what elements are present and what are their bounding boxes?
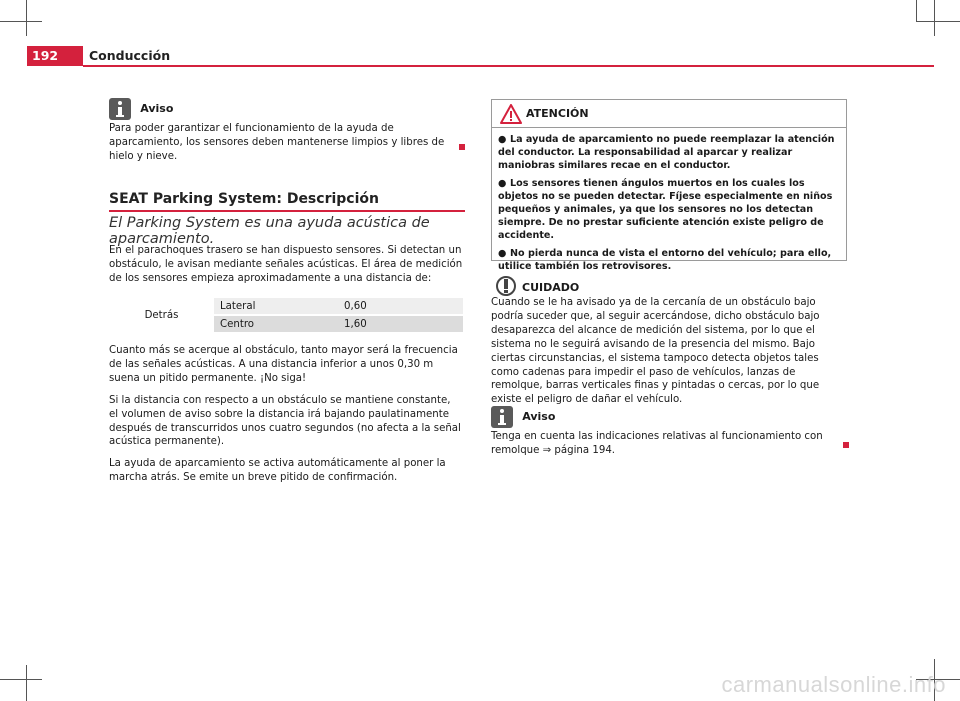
crop-mark (916, 21, 960, 22)
table-group-label: Detrás (144, 309, 179, 321)
caution-icon (496, 276, 516, 296)
end-mark (459, 144, 465, 150)
table-cell-value: 0,60 (338, 298, 463, 315)
section-title: SEAT Parking System: Descripción (109, 191, 379, 207)
crop-mark (0, 21, 42, 22)
left-column (109, 98, 465, 164)
warning-box (491, 99, 847, 272)
note-title: Aviso (140, 102, 174, 115)
crop-mark (0, 679, 42, 680)
note-aviso-1 (109, 98, 465, 120)
warning-header (492, 100, 846, 128)
info-icon (109, 98, 131, 120)
caution-text: Cuando se le ha avisado ya de la cercanía de un obstáculo bajo podría suceder que, al seguir acercándose, dicho obstáculo bajo desaparezca del alcance de medición del sistema, por lo que el sistema no le seguirá avisando de la presencia del mismo. Bajo ciertas circunstancias, el sistema tampoco detecta objetos tales como cadenas para impedir el paso de vehículos, lanzas de remolque, barras verticales finas y pintadas o cercas, por lo que existe el peligro de dañar el vehículo. (491, 297, 820, 406)
warning-title: ATENCIÓN (526, 107, 589, 120)
warning-item (498, 133, 842, 173)
warning-body (498, 133, 842, 277)
note-title: Aviso (522, 410, 556, 423)
info-icon (491, 406, 513, 428)
table-cell-name: Lateral (214, 298, 338, 315)
page-number: 192 (32, 48, 59, 63)
intro-text: En el parachoques trasero se han dispuesto sensores. Si detectan un obstáculo, le avisan mediante señales acústicas. El área de medición de los sensores empieza aproximadamente a una distancia de: (109, 245, 463, 284)
note-header (491, 406, 847, 428)
section-header: Conducción (89, 48, 171, 63)
note-text: Tenga en cuenta las indicaciones relativas al funcionamiento con remolque ⇒ página 194. (491, 431, 823, 456)
body-paragraphs (109, 344, 461, 485)
table-row (109, 298, 463, 315)
warning-triangle-icon (500, 104, 522, 124)
end-mark (843, 442, 849, 448)
crop-mark (26, 665, 27, 701)
intro-paragraph (109, 244, 465, 286)
warning-item-text: La ayuda de aparcamiento no puede reemplazar la atención del conductor. La responsabilidad al aparcar y realizar maniobras similares recae en el conductor. (498, 134, 835, 172)
section-title-rule (109, 210, 465, 212)
warning-item (498, 177, 842, 243)
caution-title: CUIDADO (522, 281, 580, 294)
note-aviso-2 (491, 406, 847, 458)
bullet-icon: ● (498, 247, 507, 259)
caution-body (491, 296, 843, 407)
bullet-icon: ● (498, 177, 507, 189)
paragraph: Cuanto más se acerque al obstáculo, tanto mayor será la frecuencia de las señales acústicas. A una distancia inferior a unos 0,30 m suena un pitido permanente. ¡No siga! (109, 345, 458, 384)
table-cell-value: 1,60 (338, 315, 463, 332)
warning-item-text: Los sensores tienen ángulos muertos en los cuales los objetos no se pueden detectar. Fíjese especialmente en niños pequeños y animales, ya que los sensores no los detectan siempre. De no prestar suficiente atención existe peligro de accidente. (498, 177, 833, 242)
paragraph: La ayuda de aparcamiento se activa automáticamente al poner la marcha atrás. Se emite un breve pitido de confirmación. (109, 458, 446, 484)
watermark: carmanualsonline.info (721, 672, 946, 697)
warning-item (498, 247, 842, 273)
crop-mark (26, 0, 27, 36)
paragraph: Si la distancia con respecto a un obstáculo se mantiene constante, el volumen de aviso sobre la distancia irá bajando paulatinamente después de transcurridos unos cuatro segundos (no afecta a la señal acústica permanente). (109, 394, 461, 448)
table-cell-name: Centro (214, 315, 338, 332)
crop-mark (934, 0, 935, 36)
distance-table (109, 298, 463, 332)
header-rule (83, 65, 934, 67)
crop-mark (916, 0, 917, 22)
bullet-icon: ● (498, 134, 507, 145)
warning-item-text: No pierda nunca de vista el entorno del vehículo; para ello, utilice también los retrovisores. (498, 247, 832, 272)
note-text: Para poder garantizar el funcionamiento de la ayuda de aparcamiento, los sensores deben mantenerse limpios y libres de hielo y nieve. (109, 123, 445, 162)
section-subtitle: El Parking System es una ayuda acústica de aparcamiento. (109, 215, 430, 247)
